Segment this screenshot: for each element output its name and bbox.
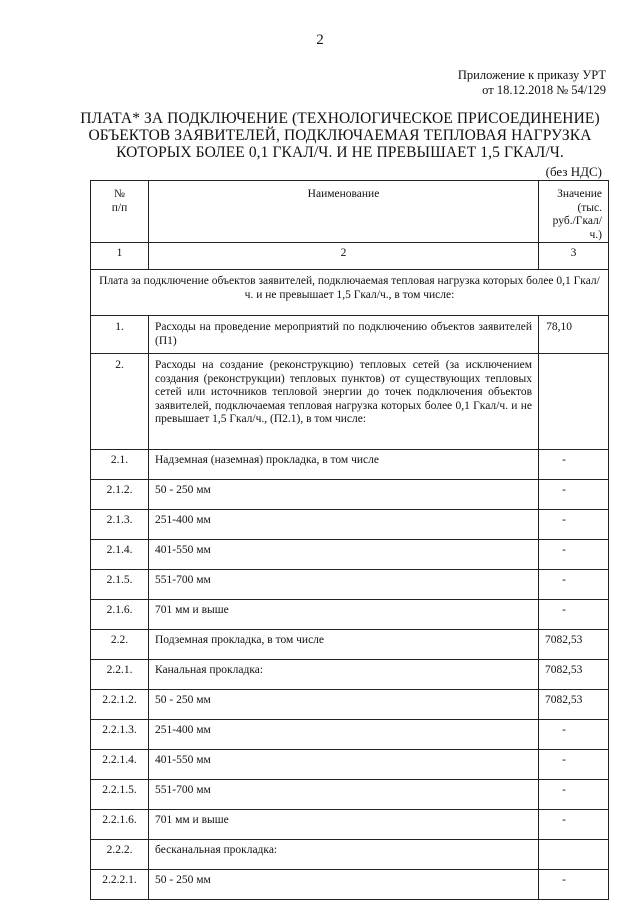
row-number: 2.2.1.4. xyxy=(91,750,149,780)
vat-note: (без НДС) xyxy=(545,164,602,179)
header-value-line-3: руб./Гкал/ч.) xyxy=(552,215,602,241)
row-value: - xyxy=(539,750,609,780)
row-number: 2.1.5. xyxy=(91,570,149,600)
row-number: 2.2.1.5. xyxy=(91,780,149,810)
section-row xyxy=(91,270,609,316)
row-name: 701 мм и выше xyxy=(149,600,539,630)
row-number: 2.2.1.3. xyxy=(91,720,149,750)
row-value: - xyxy=(539,780,609,810)
row-number: 2.2.1. xyxy=(91,660,149,690)
table-header-row xyxy=(91,181,609,243)
table-row xyxy=(91,540,609,570)
page-number: 2 xyxy=(316,32,324,48)
row-value: - xyxy=(539,540,609,570)
table-row xyxy=(91,510,609,540)
fee-table xyxy=(90,180,609,900)
row-number: 2.1. xyxy=(91,450,149,480)
index-cell-2: 2 xyxy=(149,243,539,270)
header-name-cell: Наименование xyxy=(149,181,539,243)
row-name: Расходы на создание (реконструкцию) тепловых сетей (за исключением создания (реконструкции) тепловых пунктов) от существующих тепловых сетей или источников тепловой энергии до точек подключения объектов заявителей, подключаемая тепловая нагрузка которых более 0,1 Гкал/ч. и не превышает 1,5 Гкал/ч., (П2.1), в том числе: xyxy=(149,354,539,450)
header-number-line-1: № xyxy=(114,188,125,200)
table-index-row xyxy=(91,243,609,270)
row-value: - xyxy=(539,510,609,540)
table-row xyxy=(91,316,609,354)
row-name: Расходы на проведение мероприятий по подключению объектов заявителей (П1) xyxy=(149,316,539,354)
row-name: 701 мм и выше xyxy=(149,810,539,840)
table-row xyxy=(91,810,609,840)
index-cell-3: 3 xyxy=(539,243,609,270)
document-title xyxy=(60,110,620,161)
table-row xyxy=(91,870,609,900)
row-name: Подземная прокладка, в том числе xyxy=(149,630,539,660)
row-name: бесканальная прокладка: xyxy=(149,840,539,870)
row-number: 1. xyxy=(91,316,149,354)
row-value: - xyxy=(539,450,609,480)
table-row xyxy=(91,630,609,660)
title-line-3: КОТОРЫХ БОЛЕЕ 0,1 ГКАЛ/Ч. И НЕ ПРЕВЫШАЕТ 1,5 ГКАЛ/Ч. xyxy=(116,144,564,161)
row-number: 2.2. xyxy=(91,630,149,660)
row-name: 551-700 мм xyxy=(149,780,539,810)
table-row xyxy=(91,600,609,630)
header-value-line-2: (тыс. xyxy=(577,201,602,214)
index-cell-1: 1 xyxy=(91,243,149,270)
row-name: 50 - 250 мм xyxy=(149,690,539,720)
row-number: 2.2.1.6. xyxy=(91,810,149,840)
row-value: 7082,53 xyxy=(539,660,609,690)
appendix-line-1: Приложение к приказу УРТ xyxy=(457,68,606,82)
row-value: 7082,53 xyxy=(539,690,609,720)
row-value: - xyxy=(539,480,609,510)
row-name: 401-550 мм xyxy=(149,750,539,780)
header-value-cell xyxy=(539,181,609,243)
row-value: - xyxy=(539,570,609,600)
row-number: 2.1.4. xyxy=(91,540,149,570)
table-row xyxy=(91,354,609,450)
row-name: 401-550 мм xyxy=(149,540,539,570)
table-row xyxy=(91,780,609,810)
row-number: 2. xyxy=(91,354,149,450)
row-name: Канальная прокладка: xyxy=(149,660,539,690)
table-row xyxy=(91,750,609,780)
row-value xyxy=(539,354,609,450)
table-row xyxy=(91,690,609,720)
table-row xyxy=(91,660,609,690)
row-name: 551-700 мм xyxy=(149,570,539,600)
row-name: Надземная (наземная) прокладка, в том числе xyxy=(149,450,539,480)
row-name: 50 - 250 мм xyxy=(149,480,539,510)
row-number: 2.1.6. xyxy=(91,600,149,630)
table-row xyxy=(91,480,609,510)
row-value: - xyxy=(539,870,609,900)
table-row xyxy=(91,720,609,750)
table-row xyxy=(91,840,609,870)
row-name: 50 - 250 мм xyxy=(149,870,539,900)
appendix-line-2: от 18.12.2018 № 54/129 xyxy=(482,83,606,97)
row-value: 78,10 xyxy=(539,316,609,354)
table-row xyxy=(91,450,609,480)
row-value xyxy=(539,840,609,870)
header-value-line-1: Значение xyxy=(557,188,602,200)
row-value: 7082,53 xyxy=(539,630,609,660)
row-name: 251-400 мм xyxy=(149,720,539,750)
row-value: - xyxy=(539,810,609,840)
row-number: 2.2.1.2. xyxy=(91,690,149,720)
row-number: 2.1.2. xyxy=(91,480,149,510)
row-number: 2.2.2.1. xyxy=(91,870,149,900)
title-line-2: ОБЪЕКТОВ ЗАЯВИТЕЛЕЙ, ПОДКЛЮЧАЕМАЯ ТЕПЛОВАЯ НАГРУЗКА xyxy=(88,127,592,144)
header-number-cell xyxy=(91,181,149,243)
row-number: 2.2.2. xyxy=(91,840,149,870)
section-cell: Плата за подключение объектов заявителей, подключаемая тепловая нагрузка которых более 0,1 Гкал/ч. и не превышает 1,5 Гкал/ч., в том числе: xyxy=(91,270,609,316)
row-number: 2.1.3. xyxy=(91,510,149,540)
row-value: - xyxy=(539,720,609,750)
table-row xyxy=(91,570,609,600)
header-number-line-2: п/п xyxy=(111,201,128,214)
title-line-1: ПЛАТА* ЗА ПОДКЛЮЧЕНИЕ (ТЕХНОЛОГИЧЕСКОЕ ПРИСОЕДИНЕНИЕ) xyxy=(80,110,600,127)
appendix-reference xyxy=(458,68,606,98)
row-value: - xyxy=(539,600,609,630)
row-name: 251-400 мм xyxy=(149,510,539,540)
